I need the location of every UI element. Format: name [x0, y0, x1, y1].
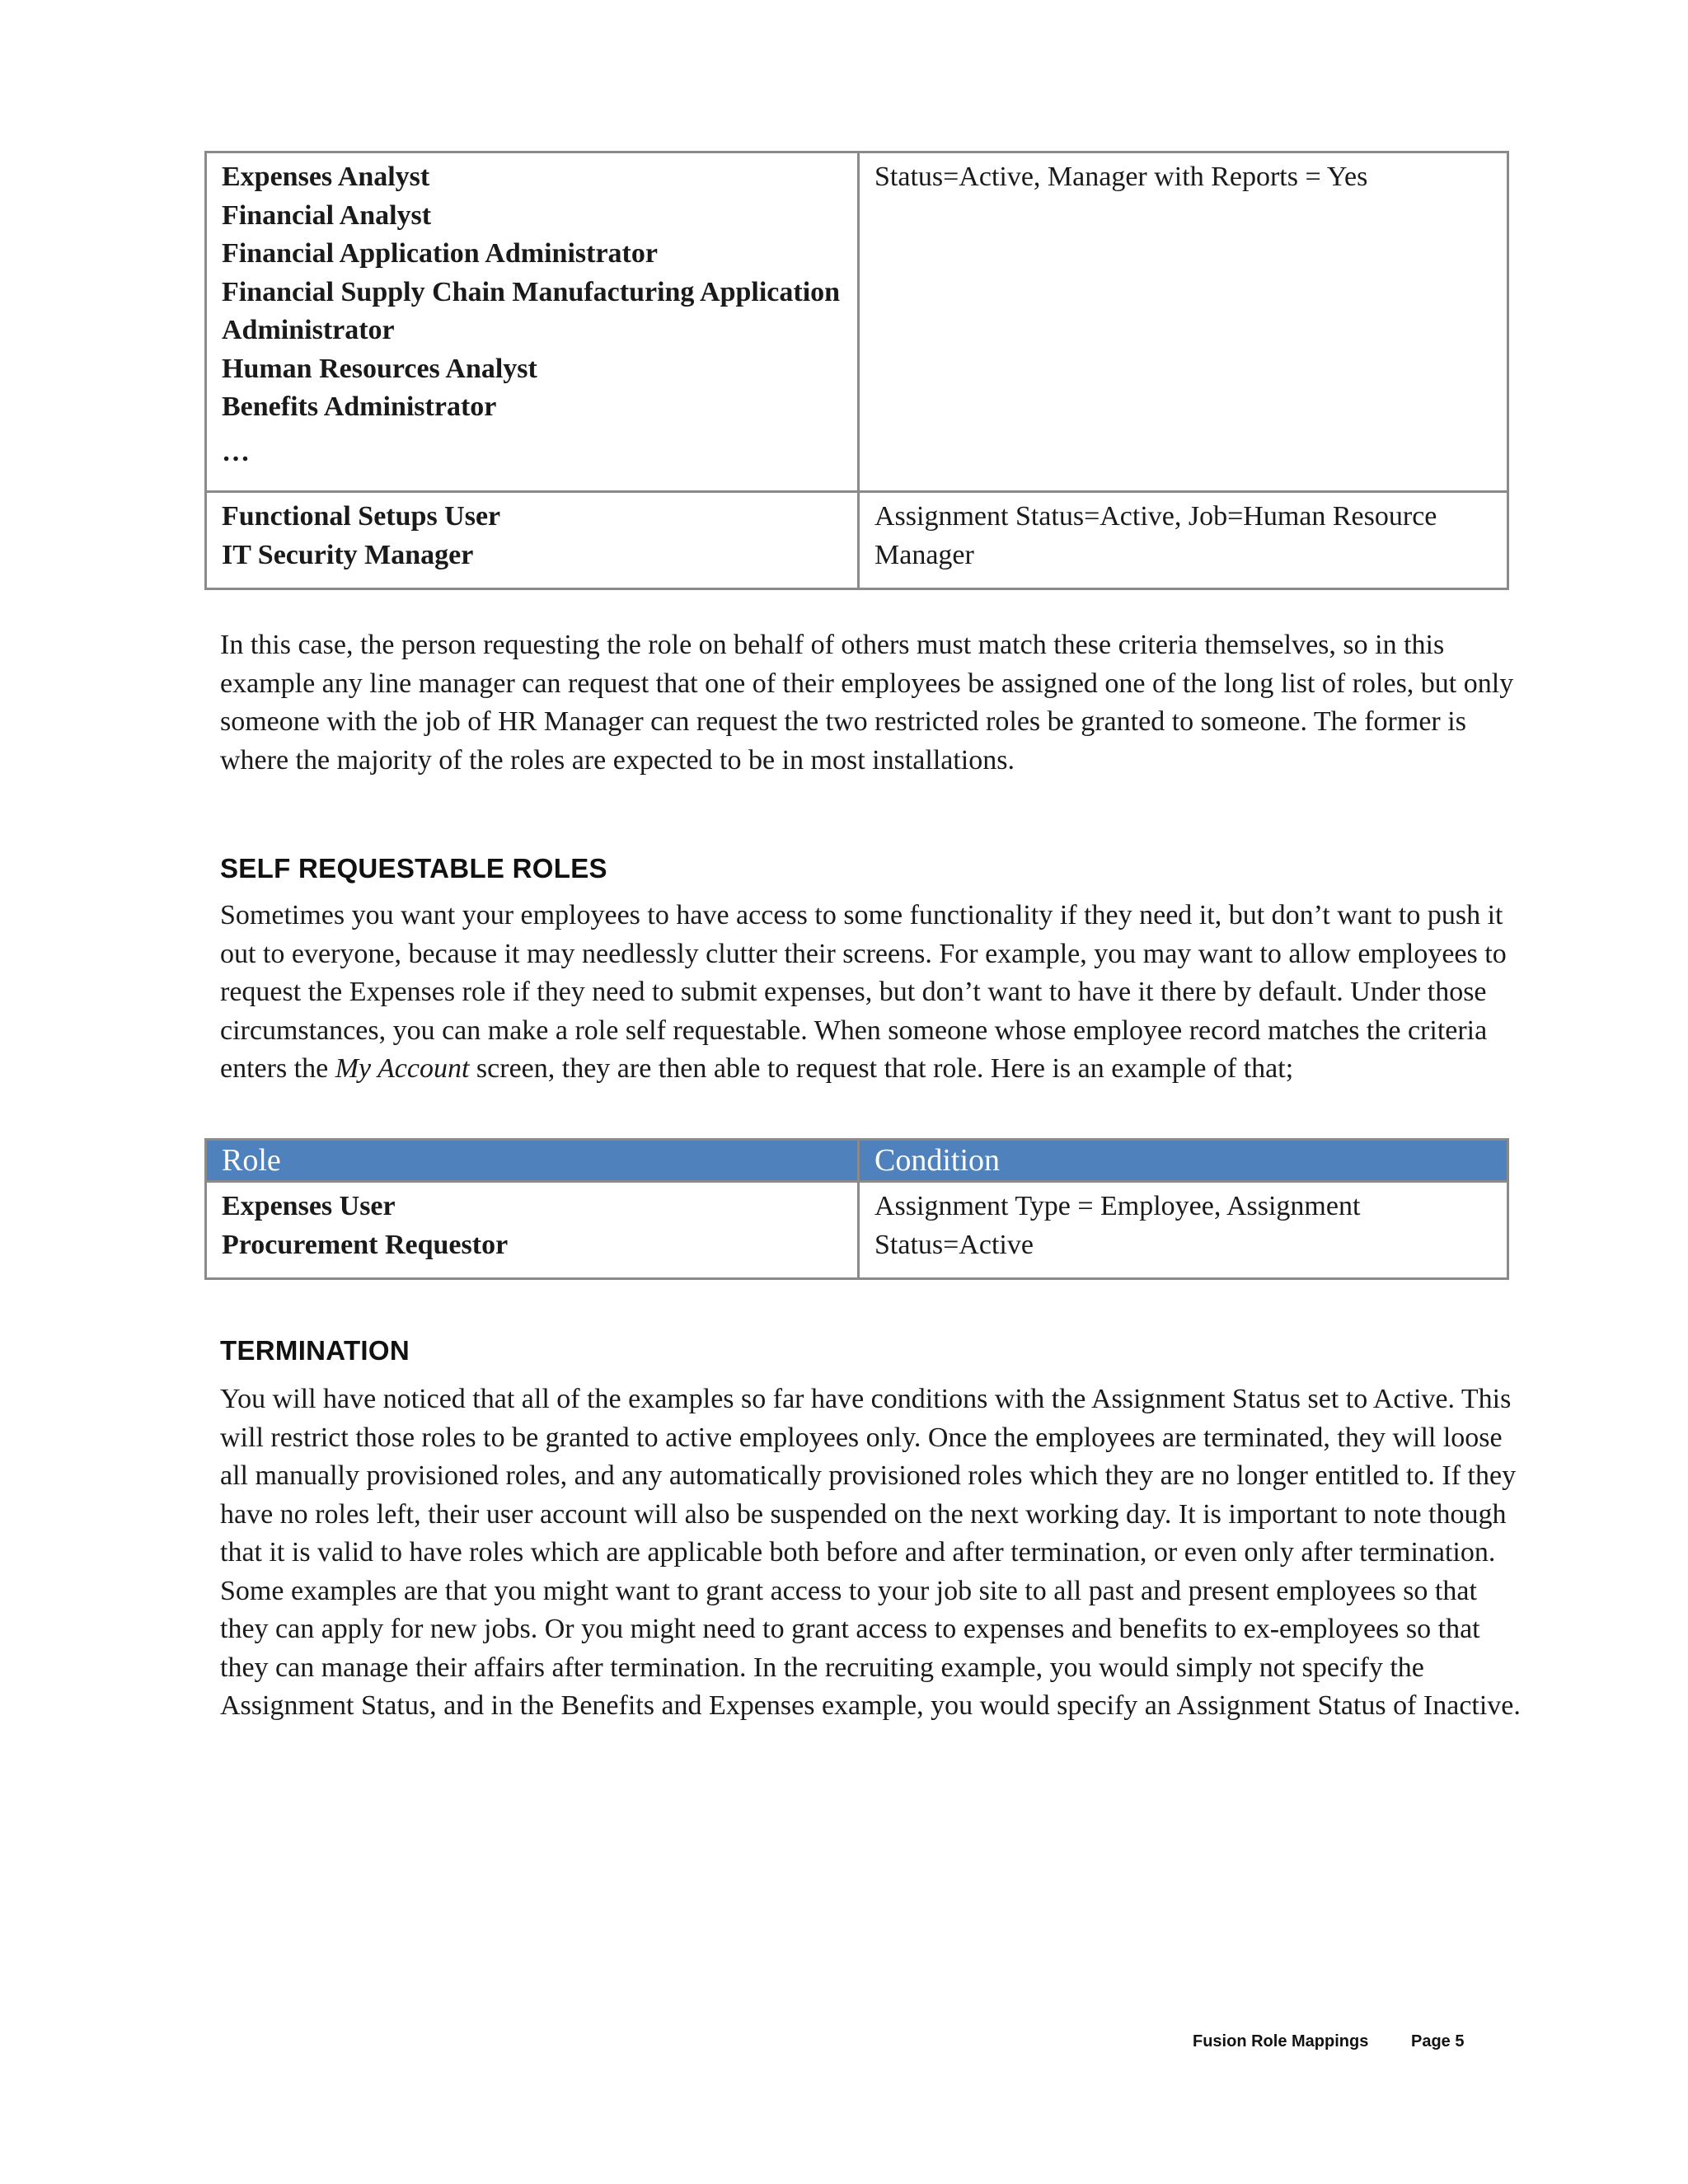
condition-cell: [859, 492, 1508, 589]
role-name: Financial Supply Chain Manufacturing Application Administrator: [222, 276, 841, 345]
condition-cell: [859, 152, 1508, 492]
paragraph-text: screen, they are then able to request that role. Here is an example of that;: [469, 1053, 1294, 1084]
condition-cell: [859, 1182, 1508, 1279]
role-condition-table-2: [204, 1138, 1509, 1280]
roles-cell: [206, 1182, 859, 1279]
footer-page-number: Page 5: [1411, 2032, 1465, 2050]
footer-document-title: Fusion Role Mappings: [1193, 2032, 1369, 2050]
paragraph-criteria: In this case, the person requesting the role on behalf of others must match these criteria themselves, so in this example any line manager can request that one of their employees be assigned one of the long list of roles, but only someone with the job of HR Manager can request the two restricted roles be granted to someone. The former is where the majority of the roles are expected to be in most installations.: [220, 630, 1514, 776]
role-name: Human Resources Analyst: [222, 353, 537, 384]
table-row: [206, 492, 1508, 589]
role-name: Expenses Analyst: [222, 162, 430, 192]
italic-term: My Account: [335, 1053, 470, 1084]
role-name: Procurement Requestor: [222, 1229, 509, 1260]
table-row: [206, 152, 1508, 492]
role-name: Functional Setups User: [222, 501, 501, 532]
column-header-role: Role: [206, 1140, 859, 1182]
role-name: Expenses User: [222, 1191, 396, 1221]
roles-cell: [206, 492, 859, 589]
table-header-row: [206, 1140, 1508, 1182]
role-name: Financial Analyst: [222, 199, 432, 231]
role-condition-table-1: [204, 151, 1509, 590]
table-row: [206, 1182, 1508, 1279]
role-name: Benefits Administrator: [222, 391, 497, 422]
paragraph-text: Sometimes you want your employees to have access to some functionality if they need it, but don’t want to push it out to everyone, because it may needlessly clutter their screens. For example, you may want to allow employees to request the Expenses role if they need to submit expenses, but don’t want to have it there by default. Under those circumstances, you can make a role self requestable. When someone whose employee record matches the criteria enters the: [220, 900, 1507, 1084]
role-name: Financial Application Administrator: [222, 238, 658, 269]
roles-cell: [206, 152, 859, 492]
section-heading-self-requestable: SELF REQUESTABLE ROLES: [220, 853, 607, 883]
paragraph-self-requestable: [220, 897, 1522, 1089]
role-name: IT Security Manager: [222, 539, 474, 570]
condition-text: Status=Active, Manager with Reports = Yes: [874, 162, 1368, 192]
condition-text: Assignment Status=Active, Job=Human Resource Manager: [874, 501, 1437, 570]
condition-text: Assignment Type = Employee, Assignment Status=Active: [874, 1191, 1361, 1260]
column-header-condition: Condition: [859, 1140, 1508, 1182]
ellipsis: …: [222, 436, 250, 467]
paragraph-termination: You will have noticed that all of the examples so far have conditions with the Assignment Status set to Active. This will restrict those roles to be granted to active employees only. Once the employees are terminated, they will loose all manually provisioned roles, and any automatically provisioned roles which they are no longer entitled to. If they have no roles left, their user account will also be suspended on the next working day. It is important to note though that it is valid to have roles which are applicable both before and after termination, or even only after termination. Some examples are that you might want to grant access to your job site to all past and present employees so that they can apply for new jobs. Or you might need to grant access to expenses and benefits to ex-employees so that they can manage their affairs after termination. In the recruiting example, you would simply not specify the Assignment Status, and in the Benefits and Expenses example, you would specify an Assignment Status of Inactive.: [220, 1384, 1521, 1721]
section-heading-termination: TERMINATION: [220, 1335, 410, 1366]
